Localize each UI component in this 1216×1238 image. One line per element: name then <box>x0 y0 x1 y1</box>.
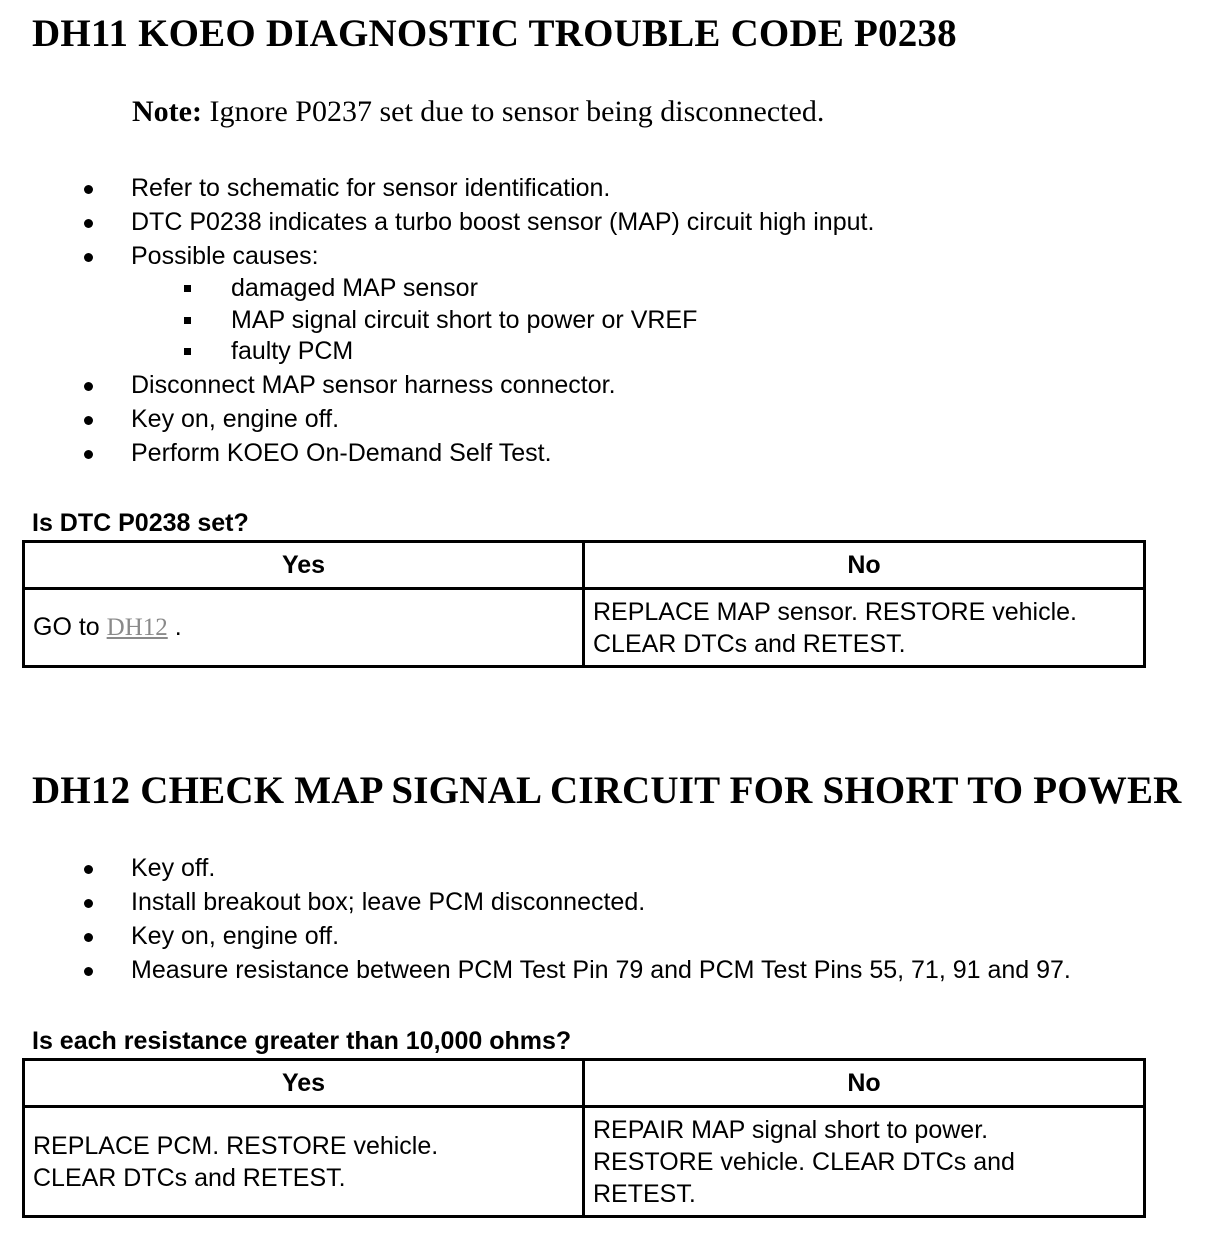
yes-cell: REPLACE PCM. RESTORE vehicle. CLEAR DTCs and RETEST. <box>24 1107 584 1217</box>
note-text: Ignore P0237 set due to sensor being disconnected. <box>201 95 825 128</box>
table-header-row <box>24 542 1145 589</box>
dh12-link[interactable]: DH12 <box>106 614 168 641</box>
dh11-question: Is DTC P0238 set? <box>32 509 249 537</box>
note-label: Note: <box>132 95 202 128</box>
bullet-icon <box>84 185 93 194</box>
no-cell: REPAIR MAP signal short to power. RESTORE vehicle. CLEAR DTCs and RETEST. <box>584 1107 1145 1217</box>
note <box>132 94 824 130</box>
bullet-icon <box>84 219 93 228</box>
bullet-icon <box>84 865 93 874</box>
bullet-icon <box>84 967 93 976</box>
yes-cell: GO to DH12 . <box>24 589 584 667</box>
yes-header: Yes <box>24 542 584 589</box>
no-header: No <box>584 1060 1145 1107</box>
dh11-answer-table <box>22 540 1146 668</box>
square-bullet-icon <box>184 317 191 324</box>
table-header-row <box>24 1060 1145 1107</box>
bullet-icon <box>84 933 93 942</box>
bullet-icon <box>84 899 93 908</box>
dh12-question: Is each resistance greater than 10,000 ohms? <box>32 1027 572 1055</box>
bullet-icon <box>84 416 93 425</box>
table-row <box>24 1107 1145 1217</box>
table-row <box>24 589 1145 667</box>
dh12-answer-table <box>22 1058 1146 1218</box>
square-bullet-icon <box>184 348 191 355</box>
section-heading-dh12: DH12 CHECK MAP SIGNAL CIRCUIT FOR SHORT TO POWER <box>32 769 1182 812</box>
document-page: DH11 KOEO DIAGNOSTIC TROUBLE CODE P0238 Note: Ignore P0237 set due to sensor being disconnected. Refer to schematic for sensor identification. DTC P0238 indicates a turbo boost sensor (MAP) circuit high input. Possible causes: damaged MAP sensor MAP signal circuit short to power or VREF faulty PCM Disconnect MAP sensor harness connector. Key on, engine off. Perform KOEO On-Demand Self Test. Is DTC P0238 set? Yes No GO to DH12 . REPLACE MAP sensor. RESTORE vehicle. CLEAR DTCs and RETEST. DH12 CHECK MAP SIGNAL CIRCUIT FOR SHORT TO POWER Key off. Install breakout box; leave PCM disconnected. Key on, engine off. Measure resistance between PCM Test Pin 79 and PCM Test Pins 55, 71, 91 and 97. Is each resistance greater than 10,000 ohms? Yes No REPLACE PCM. RESTORE vehicle. CLEAR DTCs and RETEST. REPAIR MAP signal short to power. RESTORE vehicle. CLEAR DTCs and RETEST. <box>0 0 1216 1238</box>
yes-header: Yes <box>24 1060 584 1107</box>
bullet-icon <box>84 253 93 262</box>
bullet-icon <box>84 382 93 391</box>
section-heading-dh11: DH11 KOEO DIAGNOSTIC TROUBLE CODE P0238 <box>32 12 957 55</box>
no-cell: REPLACE MAP sensor. RESTORE vehicle. CLEAR DTCs and RETEST. <box>584 589 1145 667</box>
no-header: No <box>584 542 1145 589</box>
square-bullet-icon <box>184 285 191 292</box>
bullet-icon <box>84 450 93 459</box>
